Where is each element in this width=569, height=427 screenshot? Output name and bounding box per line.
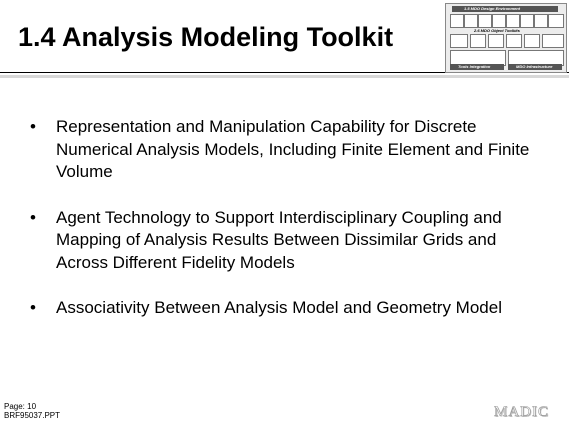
- bullet-point: •: [30, 207, 36, 227]
- bullet-item: [30, 297, 550, 320]
- thumbnail-box: [478, 14, 492, 28]
- thumbnail-box: [450, 14, 464, 28]
- footer-filename: BRF95037.PPT: [4, 411, 61, 420]
- bullet-item: [30, 116, 550, 184]
- bullet-text: Agent Technology to Support Interdisciplinary Coupling and Mapping of Analysis Results Between Dissimilar Grids and Across Different Fidelity Models: [56, 207, 502, 272]
- thumbnail-bottom-left-label: Tools Integration: [458, 64, 491, 69]
- thumbnail-box: [542, 34, 564, 48]
- thumbnail-box: [492, 14, 506, 28]
- thumbnail-box: [470, 34, 486, 48]
- brand-logo: MADIC: [494, 404, 550, 420]
- thumbnail-box: [534, 14, 548, 28]
- bullet-point: •: [30, 298, 36, 317]
- thumbnail-box: [520, 14, 534, 28]
- bullet-point: •: [30, 117, 36, 136]
- bullet-item: [30, 207, 550, 275]
- thumbnail-box: [450, 34, 468, 48]
- thumbnail-mid-label: 2.6 MDO Object Toolkits: [474, 28, 520, 33]
- bullet-list: [30, 116, 550, 343]
- footer-page-number: Page: 10: [4, 402, 37, 411]
- thumbnail-box: [464, 14, 478, 28]
- slide-title: 1.4 Analysis Modeling Toolkit: [18, 22, 394, 52]
- thumbnail-bottom-right-label: MDO Infrastructure: [516, 64, 553, 69]
- architecture-thumbnail: [445, 3, 567, 73]
- thumbnail-box: [524, 34, 540, 48]
- title-divider-shadow: [0, 75, 569, 78]
- thumbnail-box: [506, 34, 522, 48]
- thumbnail-box: [488, 34, 504, 48]
- thumbnail-top-label: 1.5 MDO Design Environment: [464, 6, 521, 11]
- thumbnail-box: [506, 14, 520, 28]
- bullet-text: Associativity Between Analysis Model and Geometry Model: [56, 298, 502, 317]
- thumbnail-box: [548, 14, 564, 28]
- bullet-text: Representation and Manipulation Capability for Discrete Numerical Analysis Models, Including Finite Element and Finite Volume: [56, 117, 530, 181]
